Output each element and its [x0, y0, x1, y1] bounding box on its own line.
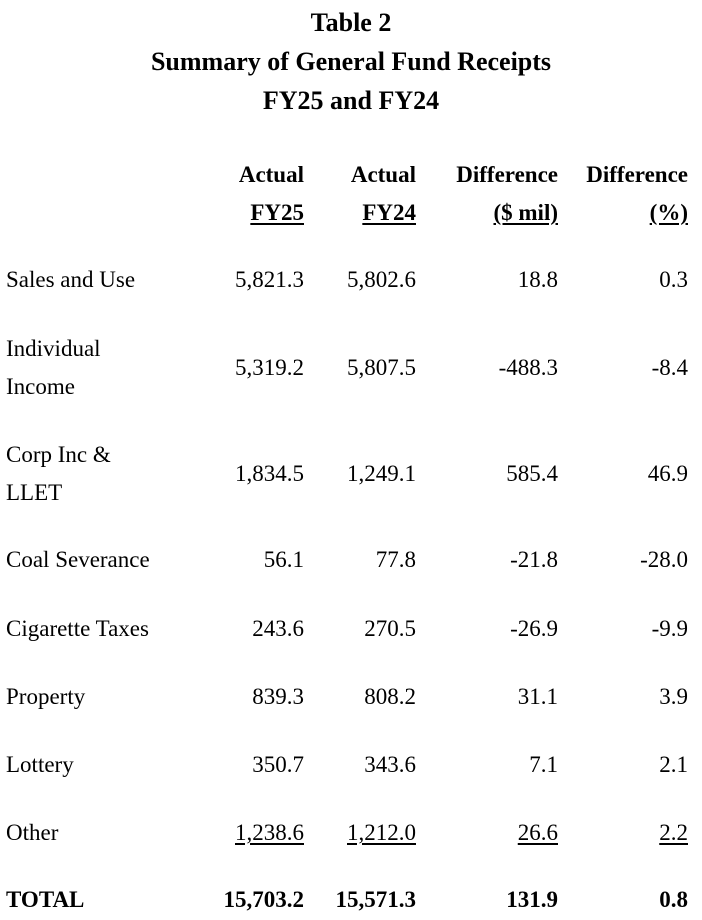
cell-fy25: 5,821.3	[235, 267, 304, 292]
total-pct: 0.8	[659, 887, 688, 912]
cell-fy24: 343.6	[364, 752, 416, 777]
cell-pct: -8.4	[651, 355, 688, 380]
row-label: Property	[6, 684, 86, 709]
cell-diff: 585.4	[506, 461, 558, 486]
row-label: Cigarette Taxes	[6, 616, 149, 641]
row-label-line2: LLET	[6, 480, 63, 505]
header-fy25-top: Actual	[238, 162, 304, 187]
cell-fy24: 5,807.5	[347, 355, 416, 380]
cell-diff: -488.3	[498, 355, 558, 380]
cell-pct: 0.3	[659, 267, 688, 292]
cell-diff: 31.1	[517, 684, 558, 709]
cell-fy25: 350.7	[252, 752, 304, 777]
cell-diff: 26.6	[517, 820, 558, 845]
row-label: Coal Severance	[6, 547, 150, 572]
cell-fy25: 1,834.5	[235, 461, 304, 486]
row-label-line1: Individual	[6, 336, 101, 361]
cell-fy24: 270.5	[364, 616, 416, 641]
total-label: TOTAL	[6, 887, 85, 912]
table-title: Table 2	[310, 8, 392, 37]
cell-fy25: 5,319.2	[235, 355, 304, 380]
header-fy24: FY24	[362, 200, 416, 225]
table-period: FY25 and FY24	[262, 86, 440, 115]
row-label: Other	[6, 820, 59, 845]
cell-diff: 18.8	[517, 267, 558, 292]
cell-pct: 3.9	[659, 684, 688, 709]
cell-pct: -28.0	[640, 547, 688, 572]
cell-fy24: 77.8	[375, 547, 416, 572]
cell-fy25: 839.3	[252, 684, 304, 709]
header-diff-mil-top: Difference	[456, 162, 558, 187]
cell-pct: 2.2	[659, 820, 688, 845]
cell-fy25: 1,238.6	[235, 820, 304, 845]
cell-fy24: 808.2	[364, 684, 416, 709]
header-diff-pct: (%)	[649, 200, 688, 225]
cell-fy25: 243.6	[252, 616, 304, 641]
cell-pct: 46.9	[647, 461, 688, 486]
cell-pct: -9.9	[651, 616, 688, 641]
cell-diff: -26.9	[510, 616, 558, 641]
header-fy25: FY25	[250, 200, 304, 225]
cell-diff: 7.1	[529, 752, 558, 777]
cell-fy24: 1,212.0	[347, 820, 416, 845]
total-diff: 131.9	[506, 887, 558, 912]
cell-pct: 2.1	[659, 752, 688, 777]
cell-fy24: 1,249.1	[347, 461, 416, 486]
header-diff-mil: ($ mil)	[493, 200, 558, 225]
table-subtitle: Summary of General Fund Receipts	[150, 47, 552, 76]
row-label: Lottery	[6, 752, 74, 777]
cell-fy25: 56.1	[263, 547, 304, 572]
total-fy25: 15,703.2	[223, 887, 304, 912]
header-fy24-top: Actual	[350, 162, 416, 187]
cell-fy24: 5,802.6	[347, 267, 416, 292]
row-label: Sales and Use	[6, 267, 136, 292]
total-fy24: 15,571.3	[335, 887, 416, 912]
cell-diff: -21.8	[510, 547, 558, 572]
row-label-line1: Corp Inc &	[6, 442, 111, 467]
header-diff-pct-top: Difference	[586, 162, 688, 187]
row-label-line2: Income	[6, 374, 75, 399]
